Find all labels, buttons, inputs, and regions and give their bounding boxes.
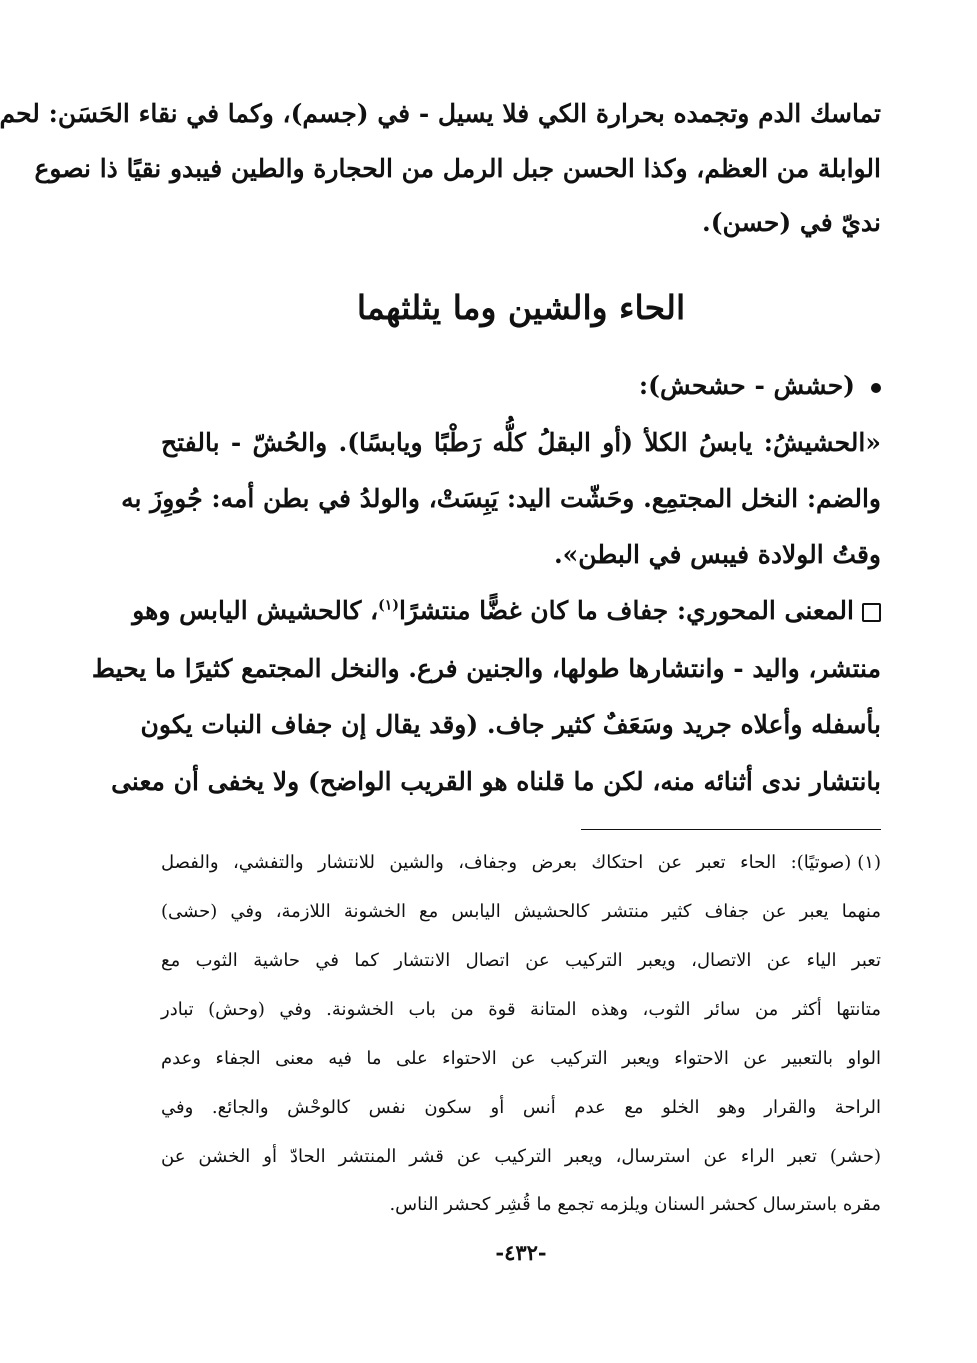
entry-title-row: [161, 366, 881, 406]
footnote-line: متانتها أكثر من سائر الثوب، وهذه المتانة قوة من باب الخشونة. وفي (وحش) تبادر: [161, 999, 881, 1020]
core-meaning-line: بانتشار ندى أثنائه منه، لكن ما قلناه هو القريب الواضح) ولا يخفى أن معنى: [111, 767, 881, 796]
footnote-number: (١): [857, 852, 881, 873]
core-meaning-label: المعنى المحوري:: [676, 596, 854, 625]
definition-line: وقتُ الولادة فيبس في البطن».: [553, 540, 881, 569]
definition-line: «الحشيشُ: يابسُ الكلأ (أو البقلُ كلُّه رَطْبًا ويابسًا). والحُشّ - بالفتح: [161, 428, 881, 457]
entry-title: (حشش - حشحش):: [638, 371, 855, 400]
footnote-reference[interactable]: (١): [378, 597, 399, 614]
footnote-line: مقره باسترسال كحشر السنان ويلزمه تجمع ما قُشِر كحشر الناس.: [389, 1194, 881, 1215]
core-meaning-text: جفاف ما كان غضًّا منتشرًا: [398, 596, 669, 625]
footnote-separator: [581, 829, 881, 830]
bullet-icon: [871, 383, 881, 393]
footnote-line: الراحة والقرار وهو الخلو مع عدم أنس أو سكون نفس كالوحْش والجائع. وفي: [161, 1097, 881, 1118]
core-meaning-first-line: [132, 591, 881, 631]
core-meaning-text-rest: ، كالحشيش اليابس وهو: [132, 596, 379, 625]
footnote-first-line: [161, 846, 881, 880]
section-heading: الحاء والشين وما يثلثهما: [356, 288, 686, 327]
footnote-line: الواو بالتعبير عن الاحتواء ويعبر التركيب عن الاحتواء على ما فيه معنى الجفاء وعدم: [161, 1048, 881, 1069]
footnote-line: منهما يعبر عن جفاف كثير منتشر كالحشيش اليابس مع الخشونة اللازمة، وفي (حشى): [161, 901, 881, 922]
footnote-line: (حشر) تعبر الراء عن استرسال، ويعبر التركيب عن قشر المنتشر الحادّ أو الخشن عن: [161, 1146, 881, 1167]
paragraph-line: تماسك الدم وتجمده بحرارة الكي فلا يسيل - في (جسم)، وكما في نقاء الحَسَن: لحم: [0, 99, 881, 128]
footnote-text: (صوتيًا): الحاء تعبر عن احتكاك بعرض وجفاف، والشين للانتشار والتفشي، والفصل: [161, 852, 852, 873]
paragraph-line: نديّ في (حسن).: [702, 208, 881, 237]
core-meaning-line: بأسفله وأعلاه جريد وسَعَفٌ كثير جاف. (وقد يقال إن جفاف النبات يكون: [140, 710, 881, 739]
core-meaning-line: منتشر، واليد - وانتشارها طولها، والجنين فرع. والنخل المجتمع كثيرًا ما يحيط: [91, 654, 881, 683]
page-number: -٤٣٢-: [495, 1240, 547, 1265]
paragraph-line: الوابلة من العظم، وكذا الحسن جبل الرمل من الحجارة والطين فيبدو نقيًا ذا نصوع: [34, 154, 881, 183]
checkbox-square-icon: [862, 603, 881, 622]
definition-line: والضم: النخل المجتمِع. وحَشّت اليد: يَبِسَتْ، والولدُ في بطن أمه: جُووِزَ به: [121, 484, 881, 513]
footnote-line: تعبر الياء عن الاتصال، ويعبر التركيب عن اتصال الانتشار كما في حاشية الثوب مع: [161, 950, 881, 971]
